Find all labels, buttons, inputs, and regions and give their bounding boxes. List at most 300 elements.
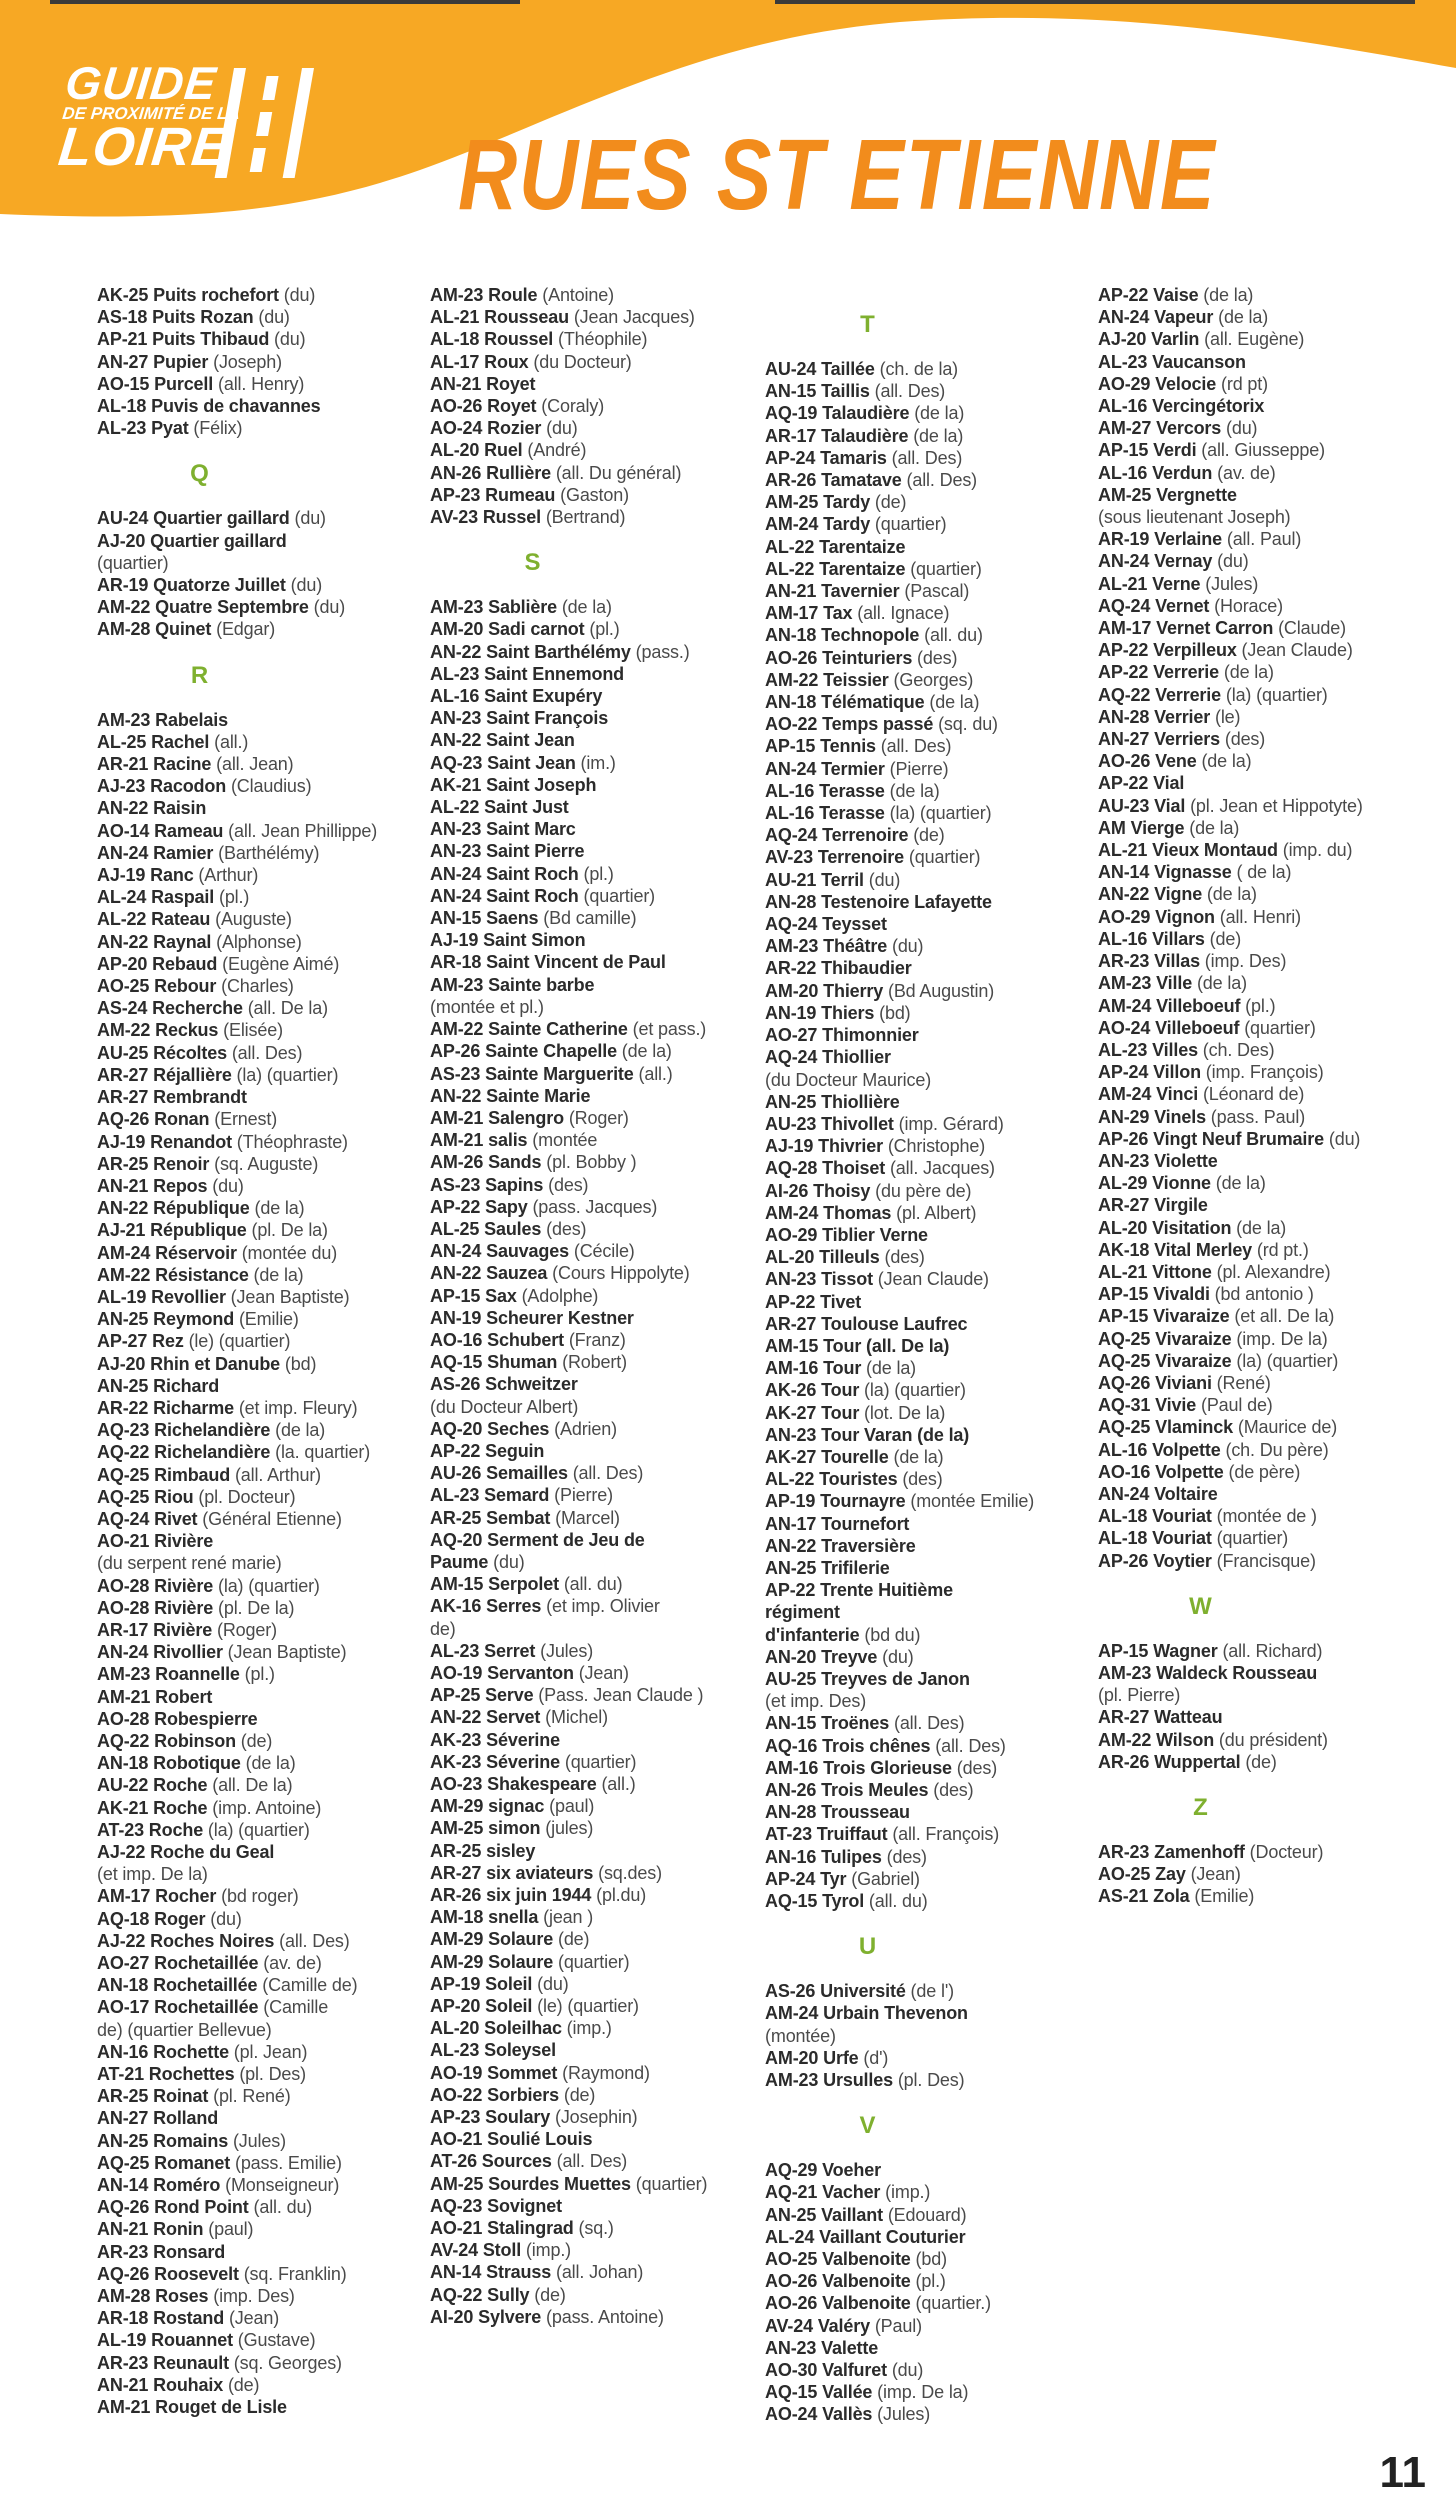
grid-code: AM-16 bbox=[765, 1757, 819, 1778]
street-detail: (du serpent rené marie) bbox=[97, 1553, 282, 1574]
street-name: Vaucanson bbox=[1152, 351, 1246, 372]
street-entry bbox=[765, 2270, 1070, 2292]
street-entry bbox=[765, 2359, 1070, 2381]
street-detail: (et imp. Fleury) bbox=[238, 1397, 358, 1418]
street-detail: (Elisée) bbox=[223, 1020, 283, 1041]
grid-code: AL-25 bbox=[430, 1218, 480, 1239]
street-detail: (imp. Antoine) bbox=[212, 1797, 322, 1818]
street-name: Schubert bbox=[487, 1329, 564, 1350]
grid-code: AJ-19 bbox=[97, 1131, 146, 1152]
street-detail: (Horace) bbox=[1214, 595, 1283, 616]
street-name: Roosevelt bbox=[154, 2263, 239, 2284]
street-detail: (Camille bbox=[263, 1997, 329, 2018]
street-entry bbox=[97, 1108, 402, 1130]
street-name: Rebaud bbox=[152, 953, 218, 974]
grid-code: AR-27 bbox=[1098, 1707, 1150, 1728]
street-detail: (Eugène Aimé) bbox=[222, 953, 340, 974]
street-name: Salengro bbox=[488, 1107, 564, 1128]
street-entry bbox=[97, 284, 402, 306]
street-entry bbox=[97, 2218, 402, 2240]
street-name: Ruel bbox=[484, 440, 523, 461]
grid-code: AM-21 bbox=[97, 1686, 151, 1707]
street-detail: (des) bbox=[1224, 729, 1266, 750]
street-entry bbox=[430, 328, 735, 350]
street-detail: (all. Henry) bbox=[217, 373, 305, 394]
street-entry bbox=[97, 886, 402, 908]
street-entry bbox=[1098, 1194, 1403, 1216]
street-detail: (Michel) bbox=[545, 1707, 608, 1728]
street-name: Vaise bbox=[1153, 285, 1199, 305]
street-name: Rebour bbox=[154, 976, 217, 997]
street-detail: (av. de) bbox=[1217, 462, 1276, 483]
street-detail: (pl.) bbox=[589, 619, 620, 640]
street-detail: (imp. François) bbox=[1205, 1062, 1324, 1083]
street-entry bbox=[430, 1196, 735, 1218]
street-name: Serret bbox=[484, 1640, 536, 1661]
page-number: 11 bbox=[1379, 2448, 1426, 2497]
grid-code: AQ-29 bbox=[765, 2160, 818, 2181]
street-entry bbox=[765, 2315, 1070, 2337]
street-detail: (Joseph) bbox=[213, 351, 282, 372]
street-name: Ville bbox=[1156, 973, 1193, 994]
street-entry bbox=[1098, 1483, 1403, 1505]
street-detail: (Claude) bbox=[1278, 618, 1346, 639]
street-entry bbox=[97, 2019, 402, 2041]
street-detail: (Jean) bbox=[578, 1662, 629, 1683]
street-entry bbox=[430, 2039, 735, 2061]
street-entry bbox=[1098, 1128, 1403, 1150]
street-entry bbox=[430, 618, 735, 640]
street-entry bbox=[430, 1773, 735, 1795]
street-name: Richarme bbox=[153, 1397, 234, 1418]
street-name: Royet bbox=[486, 373, 536, 394]
grid-code: AM-24 bbox=[1098, 995, 1152, 1016]
grid-code: AN-16 bbox=[765, 1846, 817, 1867]
street-entry bbox=[765, 491, 1070, 513]
street-entry bbox=[765, 2226, 1070, 2248]
street-detail: (la. quartier) bbox=[275, 1442, 371, 1463]
street-detail: (le) (quartier) bbox=[537, 1996, 639, 2017]
grid-code: AN-24 bbox=[1098, 307, 1150, 328]
street-detail: (all. Des) bbox=[906, 470, 978, 491]
street-entry bbox=[97, 2107, 402, 2129]
street-name: Roche bbox=[153, 1775, 208, 1796]
street-detail: (Cours Hippolyte) bbox=[552, 1263, 690, 1284]
street-entry bbox=[97, 1042, 402, 1064]
grid-code: AK-27 bbox=[765, 1402, 817, 1423]
grid-code: AO-21 bbox=[430, 2129, 483, 2150]
street-entry bbox=[765, 1246, 1070, 1268]
street-entry bbox=[765, 2337, 1070, 2359]
street-entry bbox=[765, 1268, 1070, 1290]
street-name: Technopole bbox=[821, 625, 920, 646]
street-entry bbox=[765, 891, 1070, 913]
grid-code: AR-27 bbox=[1098, 1195, 1150, 1216]
street-entry bbox=[1098, 1662, 1403, 1684]
street-name: Rozier bbox=[487, 418, 542, 439]
street-entry bbox=[430, 663, 735, 685]
street-entry bbox=[765, 2159, 1070, 2181]
grid-code: AT-23 bbox=[765, 1824, 812, 1845]
street-detail: (la) (quartier) bbox=[1225, 684, 1328, 705]
street-detail: (all. Henri) bbox=[1219, 906, 1301, 927]
street-name: Scheurer Kestner bbox=[486, 1307, 634, 1328]
street-name: Solaure bbox=[488, 1951, 554, 1972]
street-entry bbox=[97, 1308, 402, 1330]
street-name: Tiblier Verne bbox=[822, 1224, 928, 1245]
street-entry bbox=[97, 1153, 402, 1175]
street-name: Rostand bbox=[153, 2308, 225, 2329]
street-entry bbox=[97, 775, 402, 797]
street-detail: (all. Des) bbox=[891, 447, 963, 468]
street-name: Thierry bbox=[823, 980, 884, 1001]
street-detail: (paul) bbox=[549, 1796, 595, 1817]
street-detail: (Emilie) bbox=[238, 1309, 299, 1330]
street-entry bbox=[430, 1817, 735, 1839]
grid-code: AL-19 bbox=[97, 2330, 147, 2351]
street-name: six aviateurs bbox=[486, 1862, 594, 1883]
grid-code: AO-25 bbox=[97, 976, 150, 997]
grid-code: AL-19 bbox=[97, 1286, 147, 1307]
street-entry bbox=[97, 1686, 402, 1708]
street-detail: (Paul) bbox=[874, 2315, 922, 2336]
street-name: Tyrol bbox=[822, 1891, 865, 1912]
street-name: Sommet bbox=[487, 2062, 558, 2083]
street-name: Vignasse bbox=[1154, 862, 1232, 883]
street-detail: (de la) bbox=[1236, 1217, 1287, 1238]
street-entry bbox=[765, 1069, 1070, 1091]
grid-code: AQ-22 bbox=[1098, 684, 1151, 705]
street-detail: (de) bbox=[913, 825, 945, 846]
street-detail: (et all. De la) bbox=[1234, 1306, 1335, 1327]
street-name: Purcell bbox=[154, 373, 214, 394]
grid-code: AV-23 bbox=[430, 507, 478, 528]
street-detail: (de la) bbox=[913, 425, 964, 446]
street-entry bbox=[1098, 1863, 1403, 1885]
street-entry bbox=[430, 2217, 735, 2239]
street-name: Rimbaud bbox=[154, 1464, 231, 1485]
street-name: Tour (all. De la) bbox=[823, 1335, 950, 1356]
street-entry bbox=[430, 484, 735, 506]
street-name: Sapy bbox=[485, 1196, 528, 1217]
street-entry bbox=[1098, 1640, 1403, 1662]
street-name: Saules bbox=[484, 1218, 542, 1239]
street-name: Vierge bbox=[1130, 817, 1185, 838]
grid-code: AN-21 bbox=[765, 581, 817, 602]
street-name: Urbain Thevenon bbox=[823, 2003, 968, 2024]
street-entry bbox=[765, 691, 1070, 713]
grid-code: AM-16 bbox=[765, 1358, 819, 1379]
street-entry bbox=[765, 780, 1070, 802]
grid-code: AL-21 bbox=[1098, 573, 1148, 594]
street-entry bbox=[765, 536, 1070, 558]
street-entry bbox=[97, 2329, 402, 2351]
section-letter: U bbox=[858, 1933, 877, 1961]
street-name: Wuppertal bbox=[1154, 1751, 1241, 1772]
grid-code: AP-24 bbox=[1098, 1062, 1149, 1083]
grid-code: AM-17 bbox=[1098, 618, 1152, 639]
grid-code: AL-23 bbox=[1098, 351, 1148, 372]
street-name: Soulary bbox=[485, 2107, 551, 2128]
street-name: Stalingrad bbox=[487, 2218, 574, 2239]
street-entry bbox=[430, 729, 735, 751]
street-entry bbox=[97, 417, 402, 439]
street-detail: (bd du) bbox=[864, 1624, 921, 1645]
street-entry bbox=[1098, 1328, 1403, 1350]
street-name: Renandot bbox=[150, 1131, 232, 1152]
grid-code: AL-23 bbox=[430, 1640, 480, 1661]
street-detail: (du) bbox=[1328, 1128, 1361, 1149]
street-entry bbox=[1098, 1729, 1403, 1751]
street-entry bbox=[97, 2352, 402, 2374]
street-entry bbox=[430, 395, 735, 417]
street-detail: (imp.) bbox=[525, 2240, 572, 2261]
street-detail: (du Docteur Maurice) bbox=[765, 1069, 932, 1090]
street-entry bbox=[765, 758, 1070, 780]
street-detail: (all. Richard) bbox=[1222, 1640, 1323, 1661]
street-entry bbox=[1098, 1461, 1403, 1483]
grid-code: AL-18 bbox=[97, 396, 147, 417]
grid-code: AM-23 bbox=[430, 285, 484, 305]
street-name: Université bbox=[820, 1981, 906, 2002]
street-name: Serment de Jeu de bbox=[487, 1529, 645, 1550]
street-detail: (de la) bbox=[621, 1041, 672, 1062]
street-detail: (bd antonio ) bbox=[1214, 1284, 1314, 1305]
street-entry bbox=[1098, 573, 1403, 595]
street-name: Tennis bbox=[820, 736, 876, 757]
grid-code: AO-22 bbox=[765, 714, 818, 735]
street-entry bbox=[97, 1641, 402, 1663]
street-entry bbox=[97, 1797, 402, 1819]
street-entry bbox=[97, 931, 402, 953]
street-name: Quinet bbox=[155, 619, 212, 640]
street-entry bbox=[97, 820, 402, 842]
street-detail: (des) bbox=[956, 1757, 998, 1778]
grid-code: AN-28 bbox=[765, 1802, 817, 1823]
street-detail: (des) bbox=[548, 1174, 589, 1195]
street-entry bbox=[765, 624, 1070, 646]
street-detail: (de la) bbox=[561, 597, 612, 618]
street-name: Robespierre bbox=[154, 1708, 258, 1729]
street-detail: (all. Des) bbox=[893, 1713, 965, 1734]
grid-code: AO-15 bbox=[97, 373, 150, 394]
street-entry bbox=[765, 380, 1070, 402]
street-entry bbox=[1098, 706, 1403, 728]
street-name: Visitation bbox=[1152, 1217, 1232, 1238]
street-name: Rachel bbox=[151, 731, 210, 752]
street-entry bbox=[97, 1330, 402, 1352]
street-entry bbox=[1098, 1505, 1403, 1527]
street-entry bbox=[97, 1086, 402, 1108]
grid-code: AO-26 bbox=[430, 396, 483, 417]
street-name: Vallée bbox=[822, 2382, 873, 2403]
grid-code: AN-22 bbox=[430, 1263, 482, 1284]
street-entry bbox=[97, 1242, 402, 1264]
street-name: Rond Point bbox=[154, 2197, 249, 2218]
street-detail: (du) bbox=[1225, 418, 1258, 439]
street-entry bbox=[765, 580, 1070, 602]
street-detail: (de père) bbox=[1228, 1461, 1301, 1482]
grid-code: AN-21 bbox=[430, 373, 482, 394]
grid-code: AL-23 bbox=[430, 1485, 480, 1506]
street-entry bbox=[765, 558, 1070, 580]
street-entry bbox=[430, 929, 735, 951]
grid-code: AO-24 bbox=[430, 418, 483, 439]
street-name: Vercors bbox=[1156, 418, 1222, 439]
street-detail: (René) bbox=[1216, 1372, 1271, 1393]
street-detail: (Coraly) bbox=[541, 396, 605, 417]
street-name: Tilleuls bbox=[819, 1247, 880, 1268]
street-entry bbox=[765, 1135, 1070, 1157]
street-entry bbox=[97, 2130, 402, 2152]
street-detail: (Jean Jacques) bbox=[573, 307, 695, 328]
grid-code: AO-27 bbox=[97, 1953, 150, 1974]
street-name: Raspail bbox=[151, 887, 215, 908]
grid-code: AR-26 bbox=[765, 470, 817, 491]
street-detail: (all. du) bbox=[868, 1891, 928, 1912]
grid-code: AQ-25 bbox=[1098, 1328, 1151, 1349]
grid-code: AL-17 bbox=[430, 351, 480, 372]
street-name: Strauss bbox=[486, 2262, 552, 2283]
street-detail: (Barthélémy) bbox=[218, 842, 320, 863]
street-entry bbox=[1098, 1106, 1403, 1128]
street-name: Vaillant bbox=[821, 2204, 883, 2225]
street-entry bbox=[97, 328, 402, 350]
street-entry bbox=[765, 1357, 1070, 1379]
street-detail: (all. De la) bbox=[212, 1775, 293, 1796]
street-name: Riou bbox=[154, 1486, 194, 1507]
street-name: Talaudière bbox=[822, 403, 910, 424]
street-entry bbox=[97, 1908, 402, 1930]
street-name: Vergnette bbox=[1156, 484, 1237, 505]
grid-code: AL-20 bbox=[430, 440, 480, 461]
street-detail: (Edgar) bbox=[216, 619, 276, 640]
grid-code: AN-24 bbox=[765, 758, 817, 779]
grid-code: AU-25 bbox=[765, 1668, 817, 1689]
street-detail: (et imp. De la) bbox=[97, 1864, 208, 1885]
street-name: Termier bbox=[821, 758, 885, 779]
street-entry bbox=[765, 1823, 1070, 1845]
street-name: Voeher bbox=[822, 2160, 881, 2181]
street-entry bbox=[97, 797, 402, 819]
street-name: Télématique bbox=[821, 692, 925, 713]
street-detail: (Georges) bbox=[893, 669, 974, 690]
street-name: Valbenoite bbox=[822, 2293, 911, 2314]
street-name: Traversière bbox=[821, 1535, 916, 1556]
street-name: Volpette bbox=[1155, 1461, 1224, 1482]
street-name: Saint Simon bbox=[483, 930, 586, 951]
grid-code: AM-24 bbox=[765, 2003, 819, 2024]
street-detail: (pl.) bbox=[218, 887, 250, 908]
grid-code: AO-14 bbox=[97, 820, 150, 841]
grid-code: AM-22 bbox=[430, 1019, 484, 1040]
street-detail: (Christophe) bbox=[887, 1136, 986, 1157]
street-name: Vernet Carron bbox=[1156, 618, 1274, 639]
street-entry bbox=[97, 2396, 402, 2418]
street-entry bbox=[430, 2106, 735, 2128]
grid-code: AR-17 bbox=[97, 1619, 149, 1640]
street-detail: (quartier) bbox=[97, 552, 169, 573]
street-name: Tarentaize bbox=[819, 536, 906, 557]
street-name: Vinci bbox=[1156, 1084, 1199, 1105]
grid-code: AL-23 bbox=[430, 663, 480, 684]
street-name: Sovignet bbox=[487, 2195, 562, 2216]
street-entry bbox=[765, 1646, 1070, 1668]
grid-code: AP-25 bbox=[430, 1685, 481, 1706]
street-entry bbox=[97, 351, 402, 373]
street-entry bbox=[97, 2263, 402, 2285]
street-name: Vivaraize bbox=[1155, 1328, 1232, 1349]
grid-code: AL-16 bbox=[1098, 928, 1148, 949]
street-name: Terril bbox=[821, 869, 864, 890]
street-name: Soleil bbox=[485, 1973, 533, 1994]
street-entry bbox=[97, 1219, 402, 1241]
grid-code: AL-16 bbox=[765, 803, 815, 824]
street-entry bbox=[430, 1396, 735, 1418]
street-name: Roche du Geal bbox=[150, 1842, 275, 1862]
grid-code: AJ-19 bbox=[97, 865, 146, 886]
street-entry bbox=[97, 2041, 402, 2063]
street-detail: (des) bbox=[917, 647, 958, 668]
street-entry bbox=[1098, 1751, 1403, 1773]
street-name: Thiollier bbox=[822, 1047, 891, 1068]
grid-code: AM-17 bbox=[765, 603, 819, 624]
street-detail: (Adolphe) bbox=[521, 1285, 599, 1306]
street-name: Touristes bbox=[819, 1469, 898, 1490]
street-detail: (all. du) bbox=[253, 2197, 313, 2218]
street-entry bbox=[430, 863, 735, 885]
grid-code: AO-28 bbox=[97, 1575, 150, 1596]
street-name: signac bbox=[488, 1796, 545, 1817]
street-name: Sadi carnot bbox=[488, 619, 585, 640]
street-detail: (all. Des) bbox=[880, 736, 952, 757]
grid-code: AN-28 bbox=[765, 891, 817, 912]
street-detail: (bd) bbox=[915, 2249, 947, 2270]
street-entry bbox=[765, 1402, 1070, 1424]
street-name: Tissot bbox=[821, 1269, 873, 1290]
street-detail: (du) bbox=[283, 285, 316, 305]
street-entry bbox=[765, 2381, 1070, 2403]
street-name: Rochette bbox=[153, 2041, 229, 2062]
section-letter: W bbox=[1189, 1592, 1212, 1620]
street-name: Quatorze Juillet bbox=[153, 575, 286, 596]
grid-code: AL-22 bbox=[97, 909, 147, 930]
street-entry bbox=[97, 1930, 402, 1952]
street-name: Rumeau bbox=[485, 484, 556, 505]
grid-code: AS-24 bbox=[97, 998, 148, 1019]
street-detail: (all. Des) bbox=[935, 1735, 1006, 1756]
grid-code: AQ-24 bbox=[765, 914, 818, 935]
street-name: Tamaris bbox=[820, 447, 887, 468]
street-detail: (la) (quartier) bbox=[1236, 1350, 1339, 1371]
grid-code: AR-19 bbox=[97, 575, 149, 596]
grid-code: AK-23 bbox=[430, 1751, 482, 1772]
street-entry bbox=[97, 1952, 402, 1974]
street-name: Rembrandt bbox=[153, 1087, 247, 1108]
grid-code: AO-25 bbox=[1098, 1864, 1151, 1885]
grid-code: AM-27 bbox=[1098, 418, 1152, 439]
street-entry bbox=[765, 1224, 1070, 1246]
street-name: Trente Huitième bbox=[820, 1580, 953, 1601]
street-name: Saint Marc bbox=[486, 819, 576, 840]
street-entry bbox=[430, 1618, 735, 1640]
street-name: Roule bbox=[488, 285, 538, 305]
grid-code: AP-15 bbox=[1098, 1640, 1149, 1661]
grid-code: AN-20 bbox=[765, 1646, 817, 1667]
street-detail: (ch. Du père) bbox=[1225, 1439, 1329, 1460]
street-name: Villas bbox=[1154, 951, 1200, 972]
street-entry bbox=[765, 2204, 1070, 2226]
